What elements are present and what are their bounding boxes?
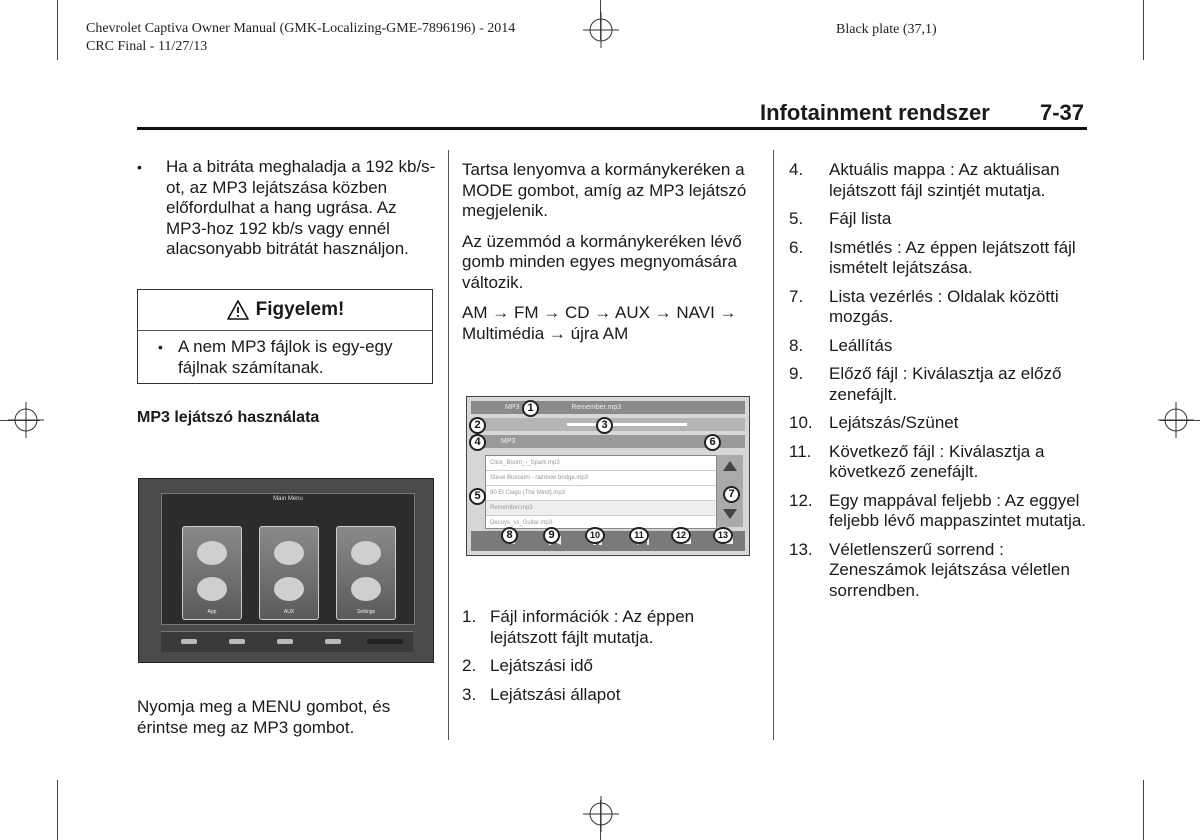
bullet-icon: • <box>158 339 163 355</box>
hardware-button <box>181 639 197 644</box>
menu-tile-label: App <box>207 609 217 615</box>
callout-badge: 1 <box>522 400 539 417</box>
headphones-icon <box>274 541 304 565</box>
registration-mark-bottom <box>583 796 619 832</box>
list-item <box>462 656 762 677</box>
list-item <box>462 685 762 706</box>
item-text: Lejátszás/Szünet <box>829 413 959 432</box>
list-item <box>789 238 1089 279</box>
column-1 <box>137 157 437 260</box>
list-item <box>789 442 1089 483</box>
column-divider <box>448 150 449 740</box>
mode-sequence: AM → FM → CD → AUX → NAVI → Multimédia → újra AM <box>462 303 737 343</box>
list-item <box>462 607 762 648</box>
item-number: 9. <box>789 364 804 383</box>
menu-tile <box>259 526 319 620</box>
list-item <box>789 287 1089 328</box>
column-divider <box>773 150 774 740</box>
mp3-title-bar <box>471 401 745 414</box>
paragraph-mode-button: Tartsa lenyomva a kormánykeréken a MODE gombot, amíg az MP3 lejátszó megjelenik. <box>462 160 747 220</box>
callout-badge: 9 <box>543 527 560 544</box>
header-rule <box>137 127 1087 130</box>
callout-badge: 2 <box>469 417 486 434</box>
menu-screen <box>161 493 415 625</box>
list-item: Click_Boom_-_Spark.mp3 <box>486 456 716 471</box>
scroll-up-icon <box>723 461 737 471</box>
item-text: Véletlenszerű sorrend : Zeneszámok lejátszása véletlen sorrendben. <box>829 539 1070 600</box>
list-item: Remember.mp3 <box>486 501 716 516</box>
scroll-down-icon <box>723 509 737 519</box>
callout-badge: 12 <box>671 527 691 544</box>
page-number: 7-37 <box>1040 100 1085 125</box>
list-item <box>789 364 1089 405</box>
list-item <box>789 209 1089 230</box>
hardware-button <box>367 639 403 644</box>
paragraph-mode-cycle: Az üzemmód a kormánykeréken lévő gomb minden egyes megnyomására változik. <box>462 231 742 292</box>
item-text: Fájl információk : Az éppen lejátszott fájlt mutatja. <box>490 607 695 647</box>
menu-tile-label: AUX <box>283 609 295 615</box>
callout-badge: 6 <box>704 434 721 451</box>
item-number: 10. <box>789 413 813 432</box>
callout-badge: 5 <box>469 488 486 505</box>
crop-mark <box>1143 780 1144 840</box>
folder-label: MP3 <box>501 438 516 445</box>
app-icon <box>197 541 227 565</box>
hardware-button <box>325 639 341 644</box>
callout-badge: 11 <box>629 527 649 544</box>
item-text: Ismétlés : Az éppen lejátszott fájl ismételt lejátszása. <box>829 237 1076 277</box>
aux-icon <box>274 577 304 601</box>
list-item <box>789 336 1089 357</box>
item-number: 1. <box>462 607 477 626</box>
menu-tile <box>336 526 396 620</box>
progress-track <box>567 423 687 426</box>
plate-label: Black plate (37,1) <box>836 22 937 37</box>
item-text: Következő fájl : Kiválasztja a következő zenefájlt. <box>829 441 1045 481</box>
list-item <box>137 157 437 260</box>
item-number: 4. <box>789 160 804 179</box>
registration-mark-left <box>8 402 44 438</box>
warning-body <box>138 331 432 378</box>
print-header-line1: Chevrolet Captiva Owner Manual (GMK-Localizing-GME-7896196) - 2014 <box>86 21 516 36</box>
crop-mark <box>1143 0 1144 60</box>
item-text: Lista vezérlés : Oldalak közötti mozgás. <box>829 286 1059 326</box>
column-3 <box>789 160 1089 609</box>
mp3-player-screenshot <box>466 396 750 556</box>
callout-badge: 8 <box>501 527 518 544</box>
callout-badge: 3 <box>596 417 613 434</box>
warning-box <box>137 289 433 384</box>
callout-badge: 13 <box>713 527 733 544</box>
item-number: 8. <box>789 335 804 355</box>
bitrate-note: Ha a bitráta meghaladja a 192 kb/s-ot, az MP3 lejátszása közben előfordulhat a hang ugrása. Az MP3-hoz 192 kb/s vagy ennél alacsonyabb bitrátát használjon. <box>166 157 436 258</box>
callout-badge: 4 <box>469 434 486 451</box>
list-item: Decoys_vs_Guitar.mp3 <box>486 516 716 531</box>
item-number: 7. <box>789 286 804 306</box>
warning-title: Figyelem! <box>255 299 345 320</box>
app-icon <box>197 577 227 601</box>
menu-tile-label: Settings <box>356 609 376 615</box>
item-text: Lejátszási állapot <box>490 684 621 704</box>
item-text: Előző fájl : Kiválasztja az előző zenefájlt. <box>829 364 1062 404</box>
mp3-track-title: Remember.mp3 <box>571 404 622 411</box>
crop-mark <box>57 780 58 840</box>
hardware-button <box>277 639 293 644</box>
mp3-source-label: MP3 <box>505 404 520 411</box>
gear-icon <box>351 577 381 601</box>
menu-caption: Nyomja meg a MENU gombot, és érintse meg az MP3 gombot. <box>137 697 391 737</box>
item-number: 12. <box>789 490 813 510</box>
legend-list-a <box>462 607 762 713</box>
callout-badge: 7 <box>723 486 740 503</box>
menu-button-bar <box>161 631 413 652</box>
mp3-file-list <box>485 455 717 529</box>
warning-header <box>138 290 432 331</box>
menu-screen-title: Main Menu <box>273 496 303 502</box>
list-item: 90 El Clago (The Mind).mp3 <box>486 486 716 501</box>
item-number: 11. <box>789 441 812 461</box>
menu-tile <box>182 526 242 620</box>
item-text: Lejátszási idő <box>490 656 594 675</box>
callout-badge: 10 <box>585 527 605 544</box>
item-number: 2. <box>462 656 477 675</box>
list-item <box>789 413 1089 434</box>
list-item <box>789 491 1089 532</box>
item-text: Egy mappával feljebb : Az eggyel feljebb lévő mappaszintet mutatja. <box>829 490 1087 530</box>
item-text: Aktuális mappa : Az aktuálisan lejátszott fájl szintjét mutatja. <box>829 160 1060 200</box>
item-text: Fájl lista <box>829 209 892 228</box>
item-text: Leállítás <box>829 335 893 355</box>
warning-icon <box>226 299 250 321</box>
warning-text: A nem MP3 fájlok is egy-egy fájlnak számítanak. <box>178 337 393 377</box>
item-number: 5. <box>789 209 804 228</box>
list-item <box>789 160 1089 201</box>
list-item <box>789 540 1089 602</box>
list-item: Steve Buscemi - rainbow bridge.mp3 <box>486 471 716 486</box>
crop-mark <box>57 0 58 60</box>
main-menu-screenshot <box>138 478 434 663</box>
item-number: 13. <box>789 539 813 559</box>
section-title: Infotainment rendszer <box>760 100 990 125</box>
registration-mark-top <box>583 12 619 48</box>
subheading: MP3 lejátszó használata <box>137 409 320 426</box>
item-number: 3. <box>462 684 477 704</box>
print-header-line2: CRC Final - 11/27/13 <box>86 39 208 54</box>
media-icon <box>351 541 381 565</box>
hardware-button <box>229 639 245 644</box>
bullet-icon: • <box>137 159 142 175</box>
registration-mark-right <box>1158 402 1194 438</box>
print-header <box>86 20 515 56</box>
item-number: 6. <box>789 237 804 257</box>
column-2 <box>462 160 762 354</box>
